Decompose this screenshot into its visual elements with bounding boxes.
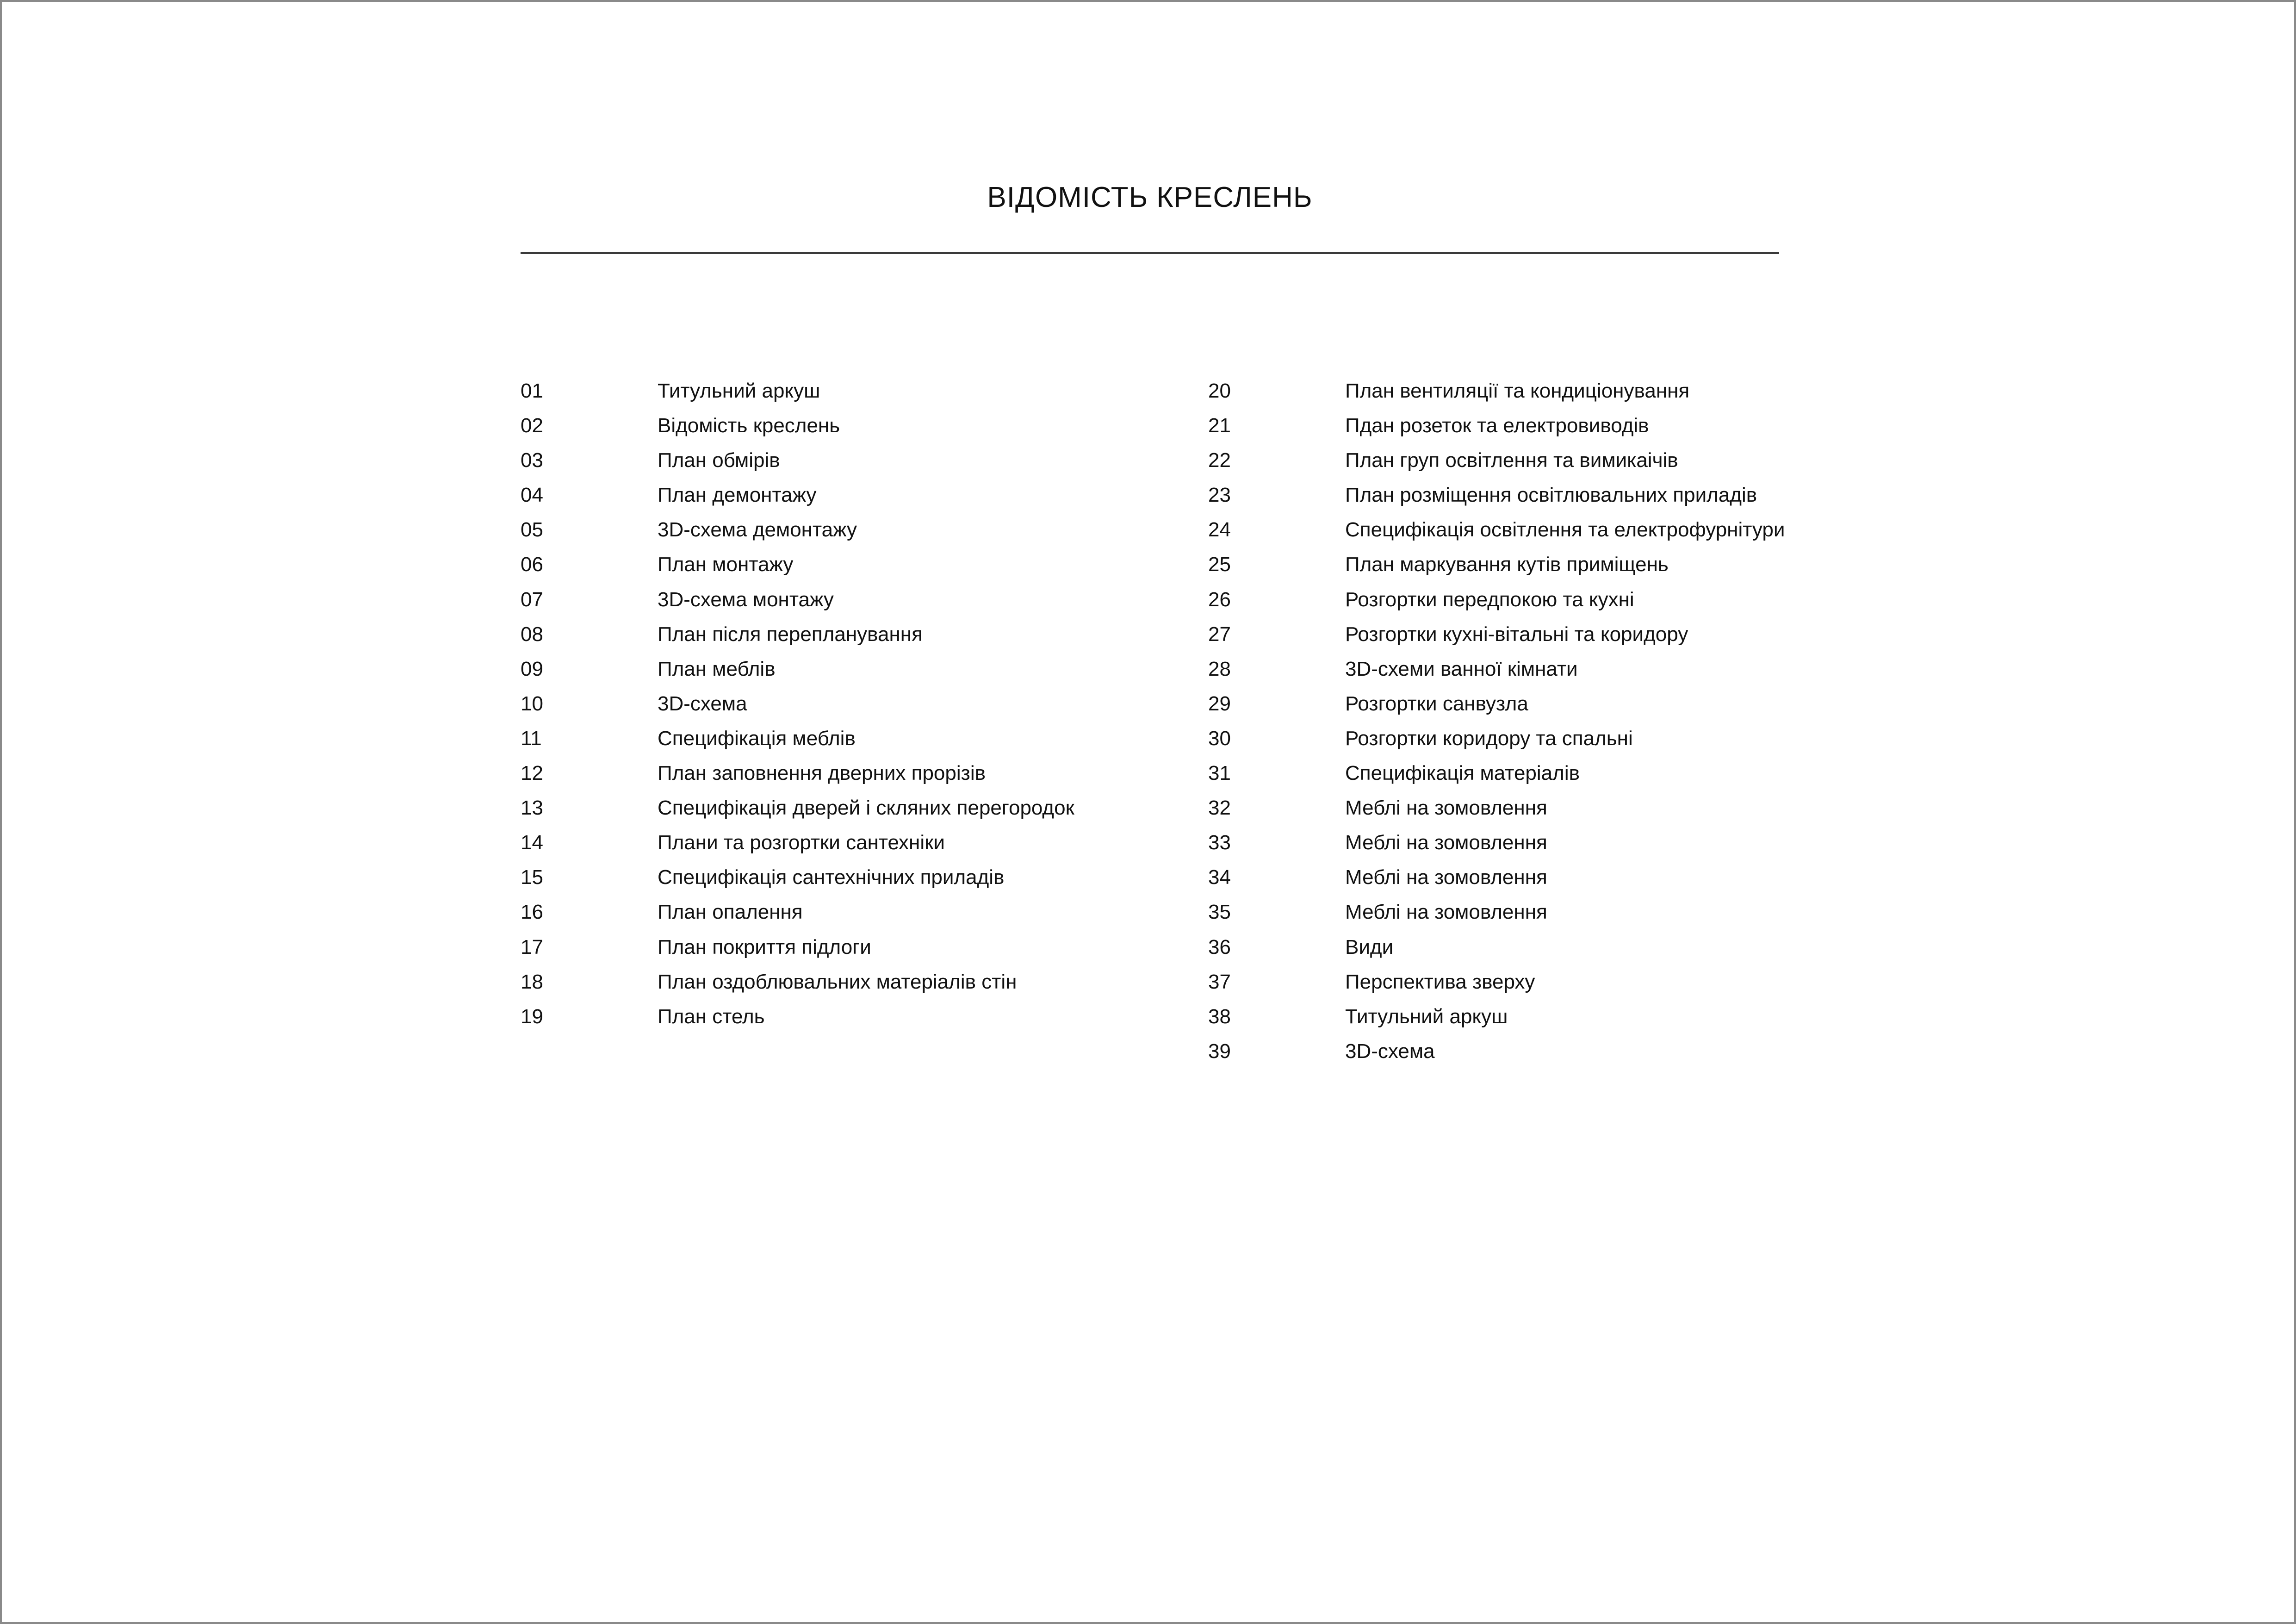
list-item	[521, 686, 1168, 721]
sheet-name: План опалення	[658, 901, 803, 924]
sheet-number: 30	[1208, 727, 1231, 750]
list-item	[1208, 930, 1810, 964]
sheet-number: 13	[521, 796, 543, 820]
sheet-name: Розгортки кухні-вітальні та коридору	[1345, 622, 1688, 646]
list-item	[1208, 373, 1810, 408]
drawing-list-left	[521, 373, 1168, 1034]
list-item	[1208, 582, 1810, 617]
sheet-number: 37	[1208, 970, 1231, 993]
sheet-number: 12	[521, 762, 543, 785]
sheet-name: Титульний аркуш	[658, 380, 820, 402]
list-item	[1208, 790, 1810, 825]
sheet-number: 07	[521, 588, 543, 611]
sheet-name: Плани та розгортки сантехніки	[658, 831, 945, 854]
list-item	[521, 721, 1168, 756]
sheet-number: 17	[521, 935, 543, 958]
list-item	[521, 443, 1168, 478]
sheet-name: План вентиляції та кондиціонування	[1345, 380, 1690, 402]
list-item	[1208, 547, 1810, 582]
sheet-name: План груп освітлення та вимикаічів	[1345, 449, 1678, 472]
sheet-number: 33	[1208, 831, 1231, 854]
sheet-number: 39	[1208, 1039, 1231, 1063]
list-item	[521, 652, 1168, 686]
sheet-name: Специфікація освітлення та електрофурнітури	[1345, 518, 1785, 541]
list-item	[1208, 721, 1810, 756]
sheet-number: 14	[521, 831, 543, 854]
sheet-number: 04	[521, 484, 543, 507]
list-item	[521, 408, 1168, 443]
sheet-number: 27	[1208, 622, 1231, 646]
sheet-name: План стель	[658, 1005, 765, 1028]
sheet-name: Відомість креслень	[658, 414, 840, 437]
sheet-name: Титульний аркуш	[1345, 1005, 1508, 1028]
sheet-name: План заповнення дверних прорізів	[658, 762, 986, 785]
sheet-name: Меблі на зомовлення	[1345, 831, 1547, 854]
list-item	[521, 582, 1168, 617]
sheet-name: 3D-схема монтажу	[658, 588, 834, 611]
sheet-number: 10	[521, 692, 543, 715]
list-item	[521, 790, 1168, 825]
sheet-name: Меблі на зомовлення	[1345, 866, 1547, 889]
list-item	[1208, 964, 1810, 999]
sheet-number: 22	[1208, 449, 1231, 472]
sheet-number: 28	[1208, 657, 1231, 680]
sheet-name: 3D-схема демонтажу	[658, 518, 857, 541]
sheet-number: 16	[521, 901, 543, 924]
sheet-number: 29	[1208, 692, 1231, 715]
list-item	[521, 617, 1168, 652]
list-item	[521, 964, 1168, 999]
sheet-number: 32	[1208, 796, 1231, 820]
sheet-name: Специфікація матеріалів	[1345, 762, 1580, 785]
sheet-name: Перспектива зверху	[1345, 970, 1535, 993]
sheet-name: План покриття підлоги	[658, 935, 871, 958]
sheet-number: 38	[1208, 1005, 1231, 1028]
sheet-number: 21	[1208, 414, 1231, 437]
list-item	[1208, 652, 1810, 686]
list-item	[1208, 686, 1810, 721]
sheet-name: План демонтажу	[658, 484, 817, 507]
list-item	[521, 999, 1168, 1034]
list-item	[521, 512, 1168, 547]
sheet-number: 23	[1208, 484, 1231, 507]
sheet-name: 3D-схема	[1345, 1039, 1435, 1063]
sheet-number: 01	[521, 380, 543, 402]
title-divider	[521, 252, 1779, 254]
sheet-name: Специфікація сантехнічних приладів	[658, 866, 1005, 889]
sheet-name: План меблів	[658, 657, 776, 680]
list-item	[1208, 512, 1810, 547]
list-item	[1208, 999, 1810, 1034]
sheet-name: Меблі на зомовлення	[1345, 901, 1547, 924]
sheet-number: 36	[1208, 935, 1231, 958]
sheet-number: 24	[1208, 518, 1231, 541]
list-item	[1208, 478, 1810, 512]
sheet-name: План розміщення освітлювальних приладів	[1345, 484, 1757, 507]
sheet-name: План маркування кутів приміщень	[1345, 553, 1669, 576]
sheet-name: Специфікація меблів	[658, 727, 856, 750]
sheet-name: Види	[1345, 935, 1394, 958]
sheet-name: План обмірів	[658, 449, 780, 472]
list-item	[1208, 895, 1810, 929]
sheet-name: 3D-схеми ванної кімнати	[1345, 657, 1578, 680]
sheet-name: План монтажу	[658, 553, 794, 576]
sheet-name: Меблі на зомовлення	[1345, 796, 1547, 820]
sheet-name: Розгортки передпокою та кухні	[1345, 588, 1634, 611]
sheet-number: 09	[521, 657, 543, 680]
sheet-number: 26	[1208, 588, 1231, 611]
list-item	[1208, 825, 1810, 860]
list-item	[1208, 756, 1810, 790]
list-item	[521, 930, 1168, 964]
sheet-number: 19	[521, 1005, 543, 1028]
sheet-number: 34	[1208, 866, 1231, 889]
sheet-number: 05	[521, 518, 543, 541]
sheet-number: 02	[521, 414, 543, 437]
page-title: ВІДОМІСТЬ КРЕСЛЕНЬ	[987, 181, 1313, 213]
list-item	[521, 860, 1168, 895]
list-item	[1208, 443, 1810, 478]
sheet-number: 35	[1208, 901, 1231, 924]
list-item	[1208, 860, 1810, 895]
sheet-name: Розгортки коридору та спальні	[1345, 727, 1633, 750]
sheet-name: Специфікація дверей і скляних перегородок	[658, 796, 1074, 820]
list-item	[521, 756, 1168, 790]
sheet-name: План оздоблювальних матеріалів стін	[658, 970, 1017, 993]
sheet-number: 18	[521, 970, 543, 993]
list-item	[521, 825, 1168, 860]
list-item	[1208, 408, 1810, 443]
sheet-number: 15	[521, 866, 543, 889]
list-item	[521, 895, 1168, 929]
sheet-number: 08	[521, 622, 543, 646]
sheet-name: 3D-схема	[658, 692, 747, 715]
sheet-number: 31	[1208, 762, 1231, 785]
list-item	[1208, 1034, 1810, 1069]
drawing-list-right	[1208, 373, 1810, 1069]
sheet-name: План після перепланування	[658, 622, 923, 646]
sheet-name: Пдан розеток та електровиводів	[1345, 414, 1649, 437]
sheet-number: 03	[521, 449, 543, 472]
list-item	[521, 547, 1168, 582]
list-item	[521, 478, 1168, 512]
sheet-name: Розгортки санвузла	[1345, 692, 1528, 715]
sheet-number: 25	[1208, 553, 1231, 576]
sheet-number: 11	[521, 727, 542, 750]
sheet-number: 20	[1208, 380, 1231, 402]
sheet-number: 06	[521, 553, 543, 576]
list-item	[521, 373, 1168, 408]
list-item	[1208, 617, 1810, 652]
